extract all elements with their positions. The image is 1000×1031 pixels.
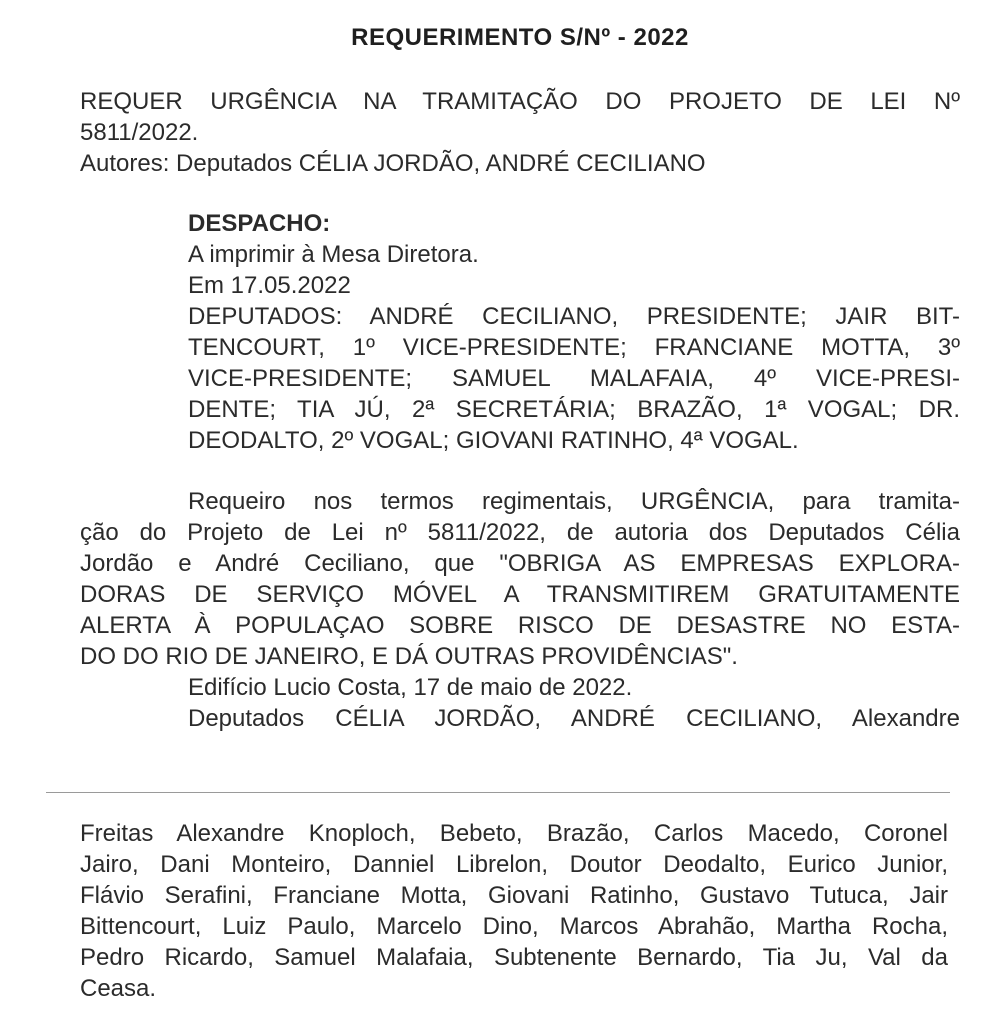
header-line: REQUER URGÊNCIA NA TRAMITAÇÃO DO PROJETO DE LEI Nº [80, 88, 960, 115]
requirement-header [80, 86, 960, 179]
despacho-line: VICE-PRESIDENTE; SAMUEL MALAFAIA, 4º VICE-PRESI- [188, 365, 960, 392]
despacho-heading: DESPACHO: [188, 210, 331, 237]
despacho-section [188, 208, 960, 456]
footer-line: Bittencourt, Luiz Paulo, Marcelo Dino, Marcos Abrahão, Martha Rocha, [80, 913, 948, 940]
document-title: REQUERIMENTO S/Nº - 2022 [351, 24, 689, 51]
footer-line: Flávio Serafini, Franciane Motta, Giovani Ratinho, Gustavo Tutuca, Jair [80, 882, 948, 909]
footer-line: Jairo, Dani Monteiro, Danniel Librelon, Doutor Deodalto, Eurico Junior, [80, 851, 948, 878]
body-line: ALERTA À POPULAÇAO SOBRE RISCO DE DESASTRE NO ESTA- [80, 612, 960, 639]
location-date-line: Edifício Lucio Costa, 17 de maio de 2022. [188, 674, 633, 701]
despacho-line: DEPUTADOS: ANDRÉ CECILIANO, PRESIDENTE; JAIR BIT- [188, 303, 960, 330]
header-line: 5811/2022. [80, 119, 199, 146]
despacho-line: DEODALTO, 2º VOGAL; GIOVANI RATINHO, 4ª VOGAL. [188, 427, 799, 454]
page-divider [46, 792, 950, 793]
footer-line: Ceasa. [80, 975, 157, 1002]
body-line: ção do Projeto de Lei nº 5811/2022, de autoria dos Deputados Célia [80, 519, 960, 546]
despacho-date: Em 17.05.2022 [188, 272, 351, 299]
authors-line: Autores: Deputados CÉLIA JORDÃO, ANDRÉ CECILIANO [80, 150, 706, 177]
footer-line: Pedro Ricardo, Samuel Malafaia, Subtenente Bernardo, Tia Ju, Val da [80, 944, 948, 971]
requirement-body [80, 486, 960, 734]
signatories-continuation [80, 818, 948, 1004]
despacho-line: TENCOURT, 1º VICE-PRESIDENTE; FRANCIANE MOTTA, 3º [188, 334, 960, 361]
body-line: Requeiro nos termos regimentais, URGÊNCIA, para tramita- [188, 488, 960, 515]
body-line: DO DO RIO DE JANEIRO, E DÁ OUTRAS PROVIDÊNCIAS". [80, 643, 738, 670]
despacho-line: A imprimir à Mesa Diretora. [188, 241, 479, 268]
footer-line: Freitas Alexandre Knoploch, Bebeto, Brazão, Carlos Macedo, Coronel [80, 820, 948, 847]
despacho-line: DENTE; TIA JÚ, 2ª SECRETÁRIA; BRAZÃO, 1ª VOGAL; DR. [188, 396, 960, 423]
signatories-line: Deputados CÉLIA JORDÃO, ANDRÉ CECILIANO, Alexandre [188, 705, 960, 732]
body-line: DORAS DE SERVIÇO MÓVEL A TRANSMITIREM GRATUITAMENTE [80, 581, 960, 608]
body-line: Jordão e André Ceciliano, que "OBRIGA AS EMPRESAS EXPLORA- [80, 550, 960, 577]
